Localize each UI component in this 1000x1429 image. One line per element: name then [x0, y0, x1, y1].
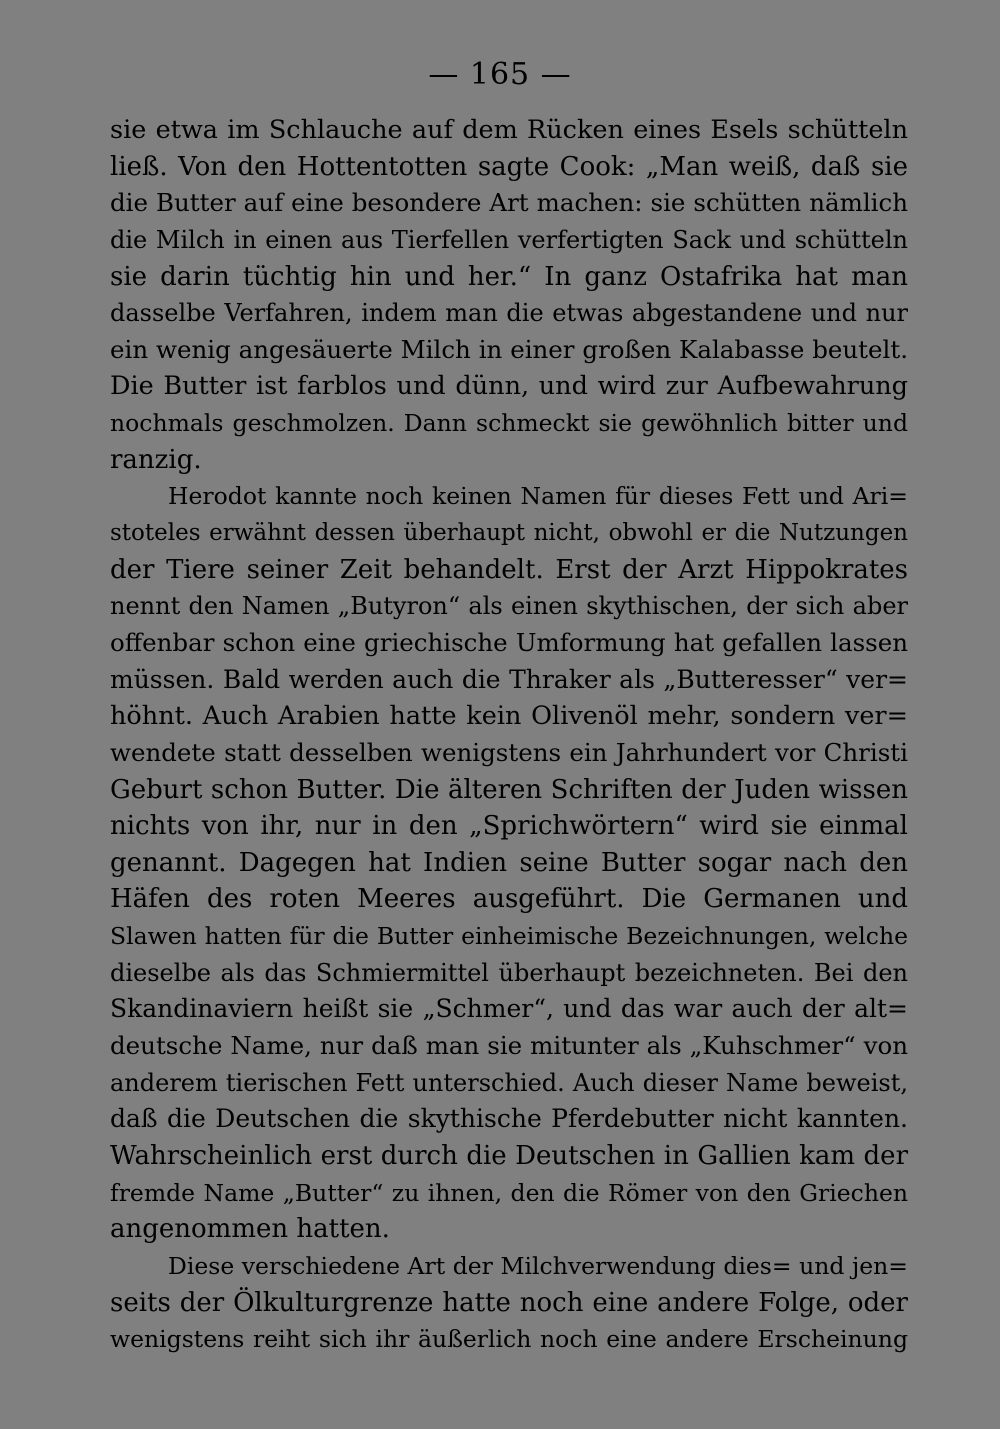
text-line: Diese verschiedene Art der Milchverwendung dies= und jen=: [168, 1251, 908, 1280]
text-line: deutsche Name, nur daß man sie mitunter als „Kuhschmer“ von: [110, 1031, 908, 1061]
text-line: ließ. Von den Hottentotten sagte Cook: „Man weiß, daß sie: [110, 151, 908, 182]
text-line: dasselbe Verfahren, indem man die etwas abgestandene und nur: [110, 299, 908, 328]
text-line: seits der Ölkulturgrenze hatte noch eine andere Folge, oder: [110, 1287, 908, 1318]
text-line: sie darin tüchtig hin und her.“ In ganz Ostafrika hat man: [110, 261, 908, 292]
text-line: fremde Name „Butter“ zu ihnen, den die Römer von den Griechen: [110, 1178, 908, 1207]
text-line: Wahrscheinlich erst durch die Deutschen in Gallien kam der: [110, 1140, 908, 1171]
text-line: stoteles erwähnt dessen überhaupt nicht, obwohl er die Nutzungen: [110, 520, 908, 547]
text-line: Skandinaviern heißt sie „Schmer“, und das war auch der alt=: [110, 994, 908, 1024]
text-line: müssen. Bald werden auch die Thraker als „Butteresser“ ver=: [110, 664, 908, 694]
text-line: nichts von ihr, nur in den „Sprichwörtern“ wird sie einmal: [110, 811, 908, 842]
text-line: Die Butter ist farblos und dünn, und wird zur Aufbewahrung: [110, 371, 908, 402]
text-line: offenbar schon eine griechische Umformung hat gefallen lassen: [110, 627, 908, 657]
text-line: nennt den Namen „Butyron“ als einen skythischen, der sich aber: [110, 592, 908, 621]
text-line: dieselbe als das Schmiermittel überhaupt bezeichneten. Bei den: [110, 958, 908, 987]
text-line: die Butter auf eine besondere Art machen: sie schütten nämlich: [110, 188, 908, 218]
text-line: sie etwa im Schlauche auf dem Rücken eines Esels schütteln: [110, 115, 908, 145]
text-line: angenommen hatten.: [110, 1214, 390, 1245]
text-line: daß die Deutschen die skythische Pferdebutter nicht kannten.: [110, 1104, 908, 1134]
text-line: der Tiere seiner Zeit behandelt. Erst der Arzt Hippokrates: [110, 554, 908, 585]
text-line: höhnt. Auch Arabien hatte kein Olivenöl mehr, sondern ver=: [110, 701, 908, 732]
text-line: nochmals geschmolzen. Dann schmeckt sie gewöhnlich bitter und: [110, 409, 908, 438]
text-line: Slawen hatten für die Butter einheimische Bezeichnungen, welche: [110, 922, 908, 951]
page-number: — 165 —: [428, 57, 572, 92]
text-line: ranzig.: [110, 444, 202, 475]
text-line: Häfen des roten Meeres ausgeführt. Die Germanen und: [110, 884, 908, 915]
text-line: ein wenig angesäuerte Milch in einer großen Kalabasse beutelt.: [110, 334, 908, 364]
text-line: wendete statt desselben wenigstens ein Jahrhundert vor Christi: [110, 737, 908, 767]
text-line: Herodot kannte noch keinen Namen für dieses Fett und Ari=: [168, 482, 908, 511]
text-line: genannt. Dagegen hat Indien seine Butter sogar nach den: [110, 847, 908, 878]
text-line: Geburt schon Butter. Die älteren Schriften der Juden wissen: [110, 774, 908, 805]
text-line: die Milch in einen aus Tierfellen verfertigten Sack und schütteln: [110, 225, 908, 254]
body-text: [110, 112, 908, 1358]
text-line: wenigstens reiht sich ihr äußerlich noch eine andere Erscheinung: [110, 1325, 908, 1354]
text-line: anderem tierischen Fett unterschied. Auch dieser Name beweist,: [110, 1068, 908, 1097]
